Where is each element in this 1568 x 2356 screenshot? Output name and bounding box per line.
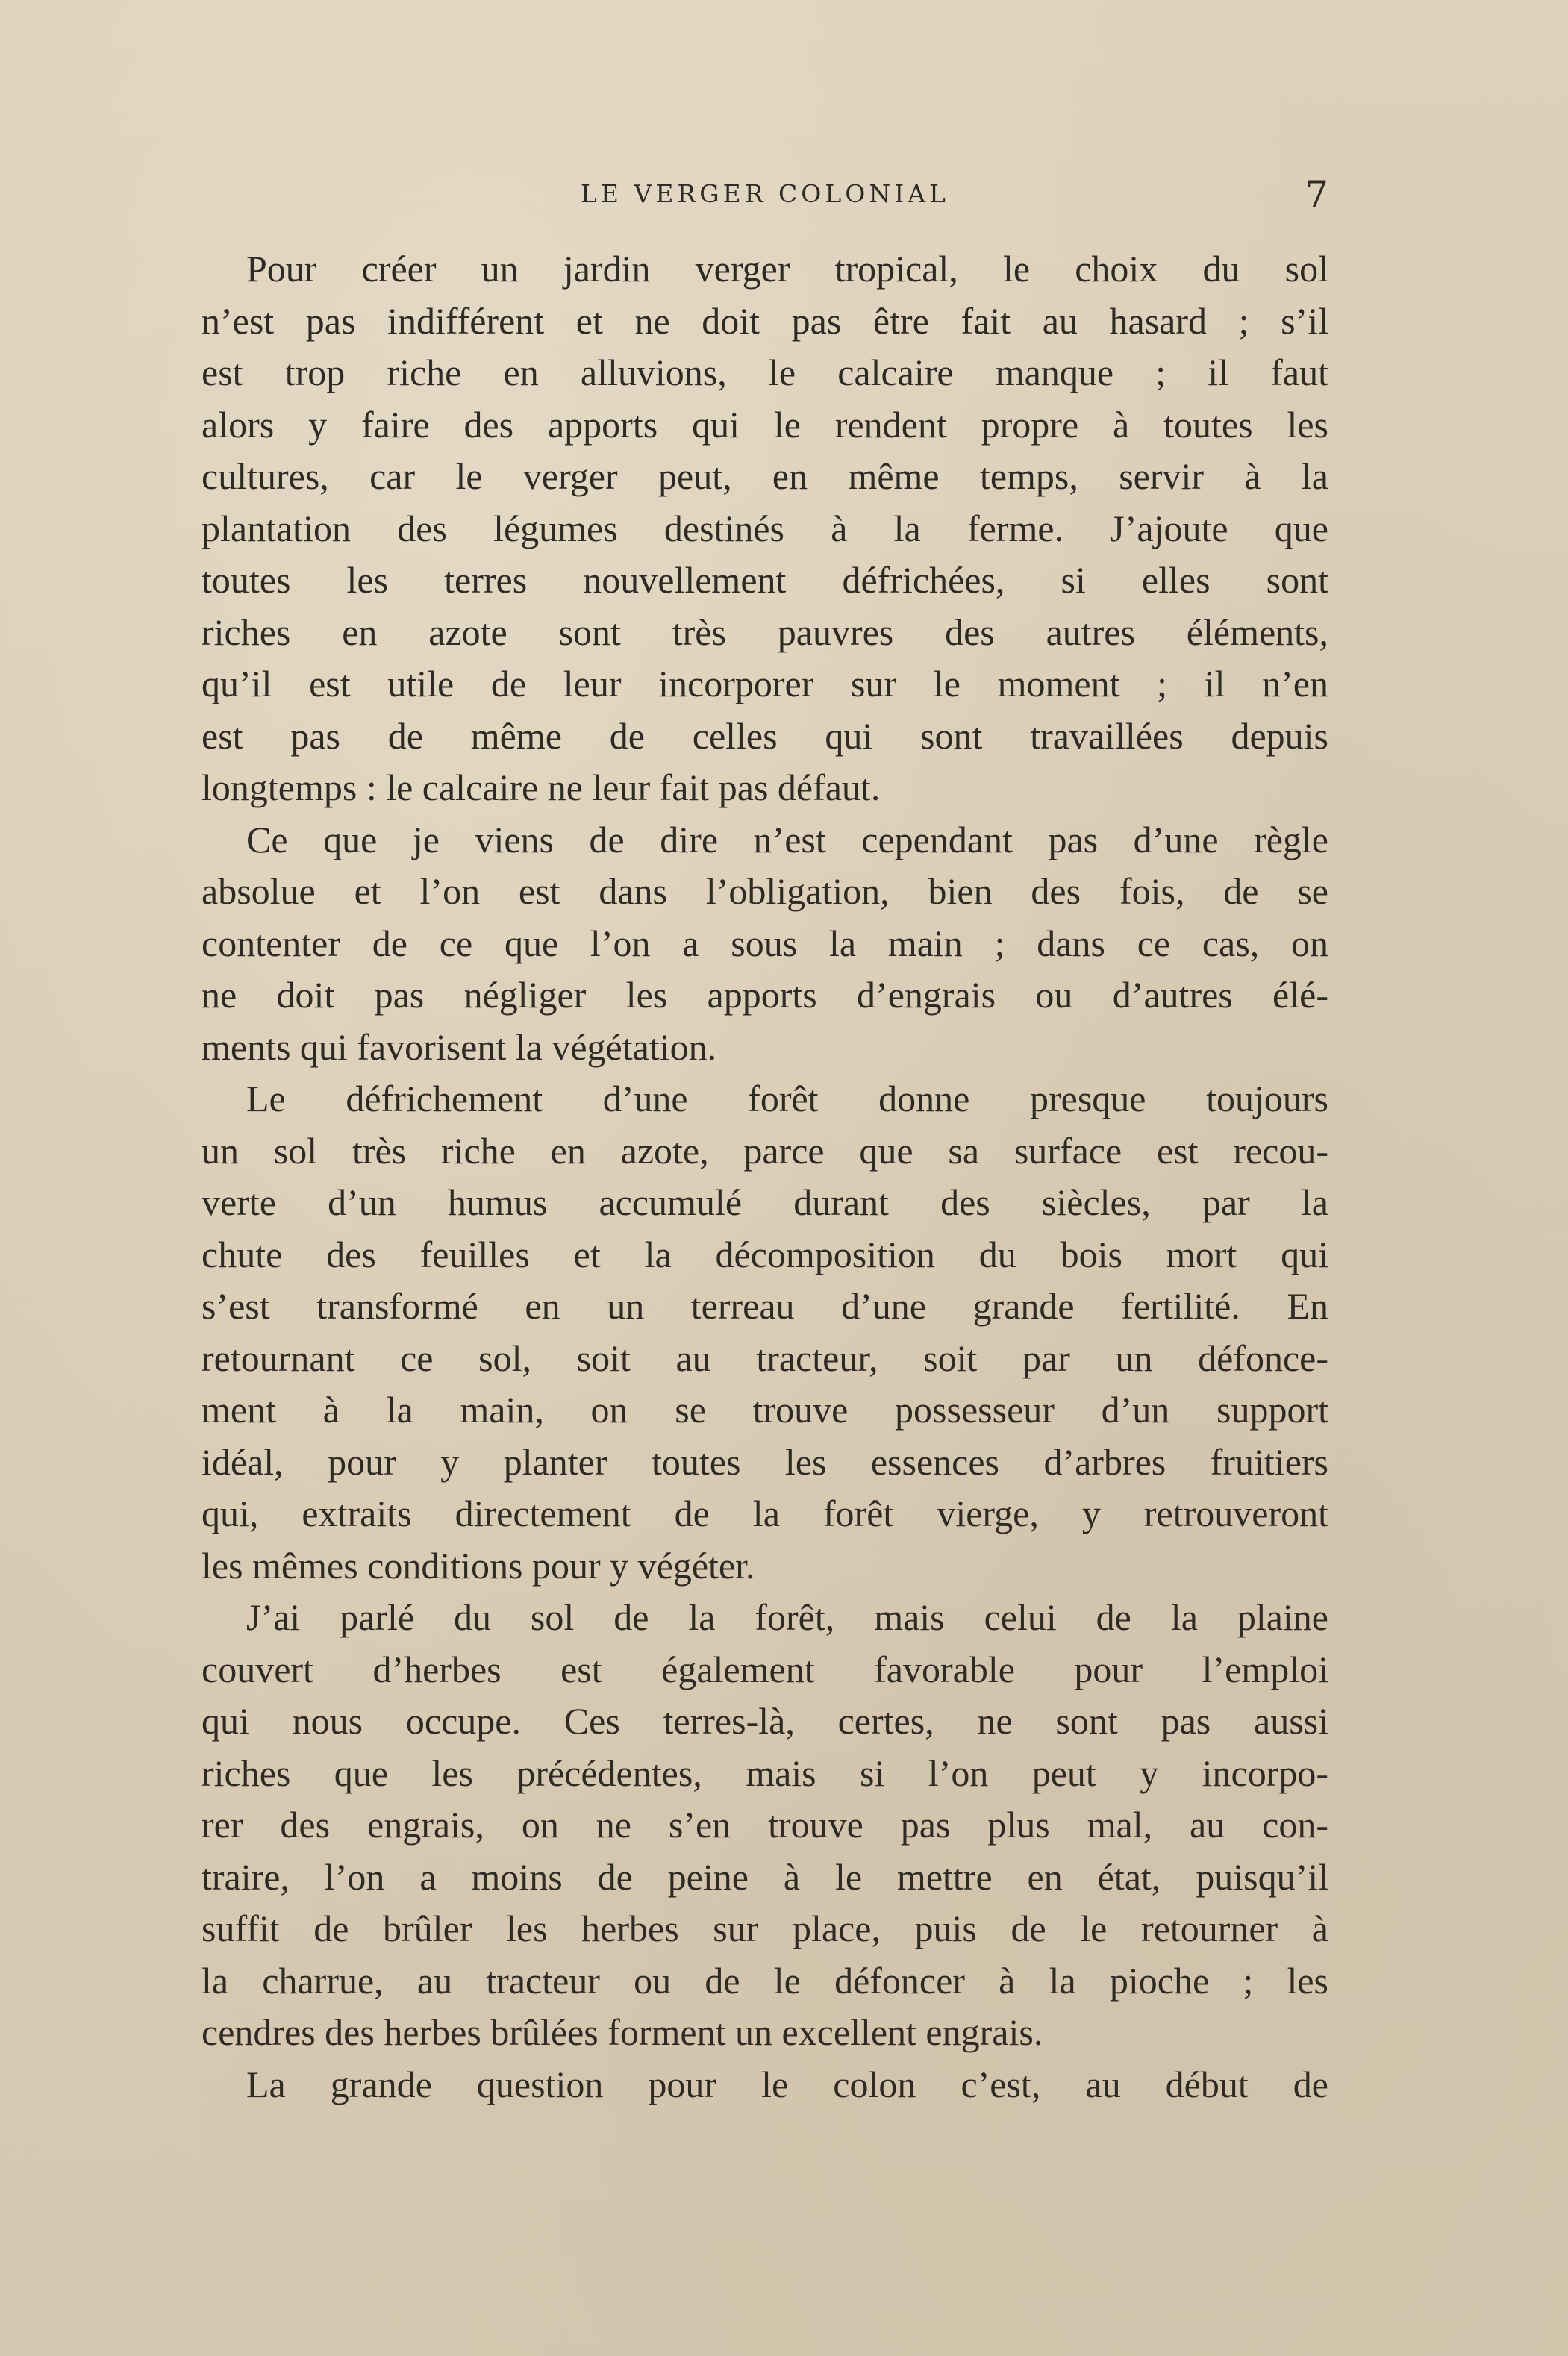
text-line: plantation des légumes destinés à la ferme. J’ajoute que	[202, 507, 1328, 549]
text-line: la charrue, au tracteur ou de le défoncer à la pioche ; les	[202, 1959, 1328, 2002]
text-line: les mêmes conditions pour y végéter.	[202, 1544, 755, 1587]
text-line: qui, extraits directement de la forêt vierge, y retrouveront	[202, 1493, 1328, 1534]
text-line: longtemps : le calcaire ne leur fait pas défaut.	[202, 766, 881, 808]
text-line: retournant ce sol, soit au tracteur, soit par un défonce-	[202, 1337, 1328, 1379]
text-line: est trop riche en alluvions, le calcaire manque ; il faut	[202, 351, 1328, 393]
paragraph	[202, 814, 1328, 1074]
text-line: Ce que je viens de dire n’est cependant pas d’une règle	[246, 818, 1328, 860]
text-line: couvert d’herbes est également favorable pour l’emploi	[202, 1648, 1328, 1690]
text-line: n’est pas indifférent et ne doit pas être fait au hasard ; s’il	[202, 299, 1328, 342]
text-line: ne doit pas négliger les apports d’engrais ou d’autres élé-	[202, 974, 1328, 1016]
text-line: s’est transformé en un terreau d’une grande fertilité. En	[202, 1285, 1328, 1327]
text-line: suffit de brûler les herbes sur place, puis de le retourner à	[202, 1907, 1328, 1949]
text-line: J’ai parlé du sol de la forêt, mais celui de la plaine	[246, 1596, 1328, 1638]
text-line: Le défrichement d’une forêt donne presque toujours	[246, 1078, 1328, 1119]
text-line: traire, l’on a moins de peine à le mettre en état, puisqu’il	[202, 1855, 1328, 1898]
text-line: qu’il est utile de leur incorporer sur le moment ; il n’en	[202, 663, 1328, 704]
text-line: Pour créer un jardin verger tropical, le choix du sol	[246, 248, 1328, 290]
text-line: toutes les terres nouvellement défrichées, si elles sont	[202, 559, 1328, 601]
text-line: absolue et l’on est dans l’obligation, bien des fois, de se	[202, 870, 1328, 912]
paragraph	[202, 1073, 1328, 1592]
text-line: chute des feuilles et la décomposition du bois mort qui	[202, 1233, 1328, 1275]
paragraph	[202, 243, 1328, 814]
text-line: est pas de même de celles qui sont travaillées depuis	[202, 714, 1328, 757]
text-line: un sol très riche en azote, parce que sa surface est recou-	[202, 1129, 1328, 1172]
paragraph	[202, 1592, 1328, 2059]
text-line: rer des engrais, on ne s’en trouve pas plus mal, au con-	[202, 1804, 1328, 1846]
text-line: ment à la main, on se trouve possesseur d’un support	[202, 1389, 1328, 1431]
text-line: riches que les précédentes, mais si l’on peut y incorpo-	[202, 1752, 1328, 1794]
text-line: ments qui favorisent la végétation.	[202, 1025, 717, 1068]
text-line: riches en azote sont très pauvres des autres éléments,	[202, 610, 1328, 653]
text-line: cendres des herbes brûlées forment un excellent engrais.	[202, 2011, 1043, 2053]
text-line: verte d’un humus accumulé durant des siècles, par la	[202, 1181, 1328, 1223]
text-line: contenter de ce que l’on a sous la main ; dans ce cas, on	[202, 922, 1328, 964]
running-head	[202, 173, 1328, 218]
running-title: LE VERGER COLONIAL	[581, 179, 949, 208]
body-text	[202, 243, 1328, 2110]
text-line: qui nous occupe. Ces terres-là, certes, ne sont pas aussi	[202, 1700, 1328, 1742]
text-line: idéal, pour y planter toutes les essences d’arbres fruitiers	[202, 1440, 1328, 1483]
text-line: La grande question pour le colon c’est, au début de	[246, 2063, 1328, 2105]
text-line: alors y faire des apports qui le rendent propre à toutes les	[202, 403, 1328, 446]
page-number: 7	[1305, 173, 1328, 216]
paragraph	[202, 2059, 1328, 2111]
text-line: cultures, car le verger peut, en même temps, servir à la	[202, 455, 1328, 497]
